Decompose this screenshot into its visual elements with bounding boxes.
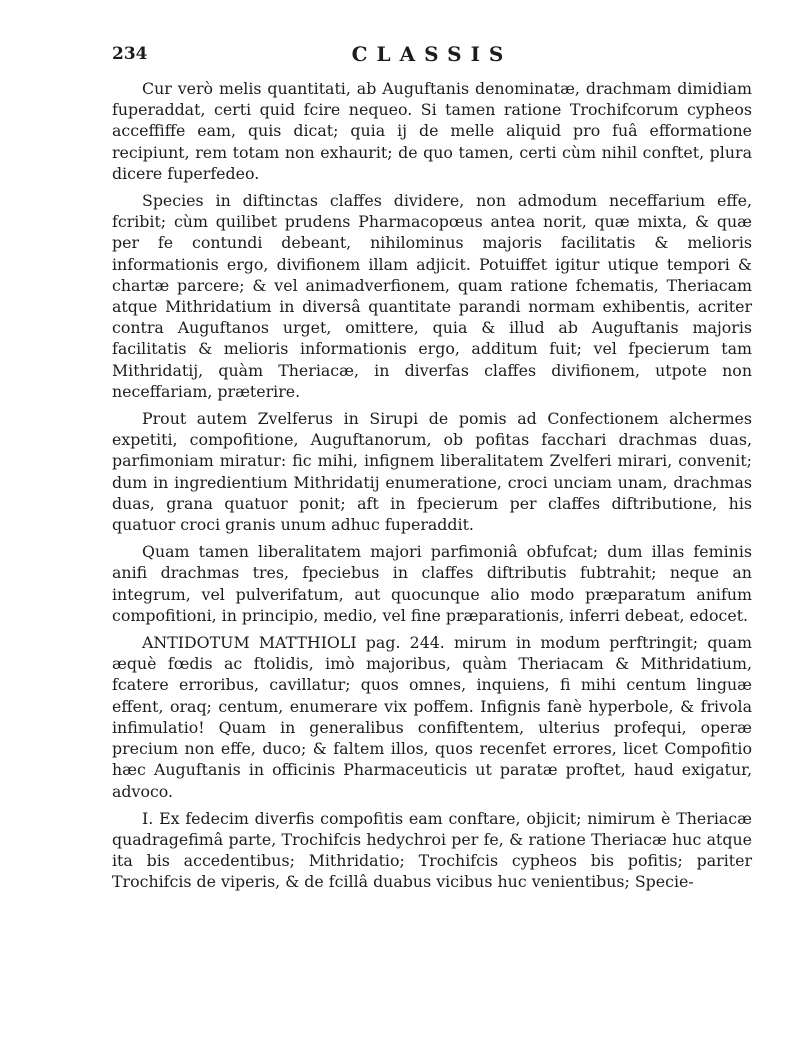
paragraph: Prout autem Zvelferus in Sirupi de pomis ad Confectionem alchermes expetiti, compofitione, Auguftanorum, ob pofitas facchari drachmas duas, parfimoniam miratur: fic mihi, infignem liberalitatem Zvelferi mirari, convenit; dum in ingredientium Mithridatij enumeratione, croci unciam unam, drachmas duas, grana quatuor ponit; aft in fpecierum per claffes diftributione, his quatuor croci granis unum adhuc fuperaddit. xyxy=(112,409,752,535)
paragraph: Cur verò melis quantitati, ab Auguftanis denominatæ, drachmam dimidiam fuperaddat, certi quid fcire nequeo. Si tamen ratione Trochifcorum cypheos acceffiffe eam, quis dicat; quia ij de melle aliquid pro fuâ efformatione recipiunt, rem totam non exhaurit; de quo tamen, certi cùm nihil conftet, plura dicere fuperfedeo. xyxy=(112,79,752,183)
page-number: 234 xyxy=(112,44,148,64)
running-title: CLASSIS xyxy=(351,42,513,66)
paragraph: I. Ex fedecim diverfis compofitis eam conftare, objicit; nimirum è Theriacæ quadragefimâ parte, Trochifcis hedychroi per fe, & ratione Theriacæ huc atque ita bis accedentibus; Mithridatio; Trochifcis cypheos bis pofitis; pariter Trochifcis de viperis, & de fcillâ duabus vicibus huc venientibus; Specie- xyxy=(112,808,752,892)
body-text xyxy=(112,78,752,893)
page-header xyxy=(112,44,752,72)
paragraph: ANTIDOTUM MATTHIOLI pag. 244. mirum in modum perftringit; quam æquè fœdis ac ftolidis, imò majoribus, quàm Theriacam & Mithridatium, fcatere erroribus, cavillatur; quos omnes, inquiens, fi mihi centum linguæ effent, oraq; centum, enumerare vix poffem. Infignis fanè hyperbole, & frivola infimulatio! Quam in generalibus confiftentem, ulterius profequi, operæ precium non effe, duco; & faltem illos, quos recenfet errores, licet Compofitio hæc Auguftanis in officinis Pharmaceuticis ut paratæ proftet, haud exigatur, advoco. xyxy=(112,633,752,801)
paragraph: Species in diftinctas claffes dividere, non admodum neceffarium effe, fcribit; cùm quilibet prudens Pharmacopœus antea norit, quæ mixta, & quæ per fe contundi debeant, nihilominus majoris facilitatis & melioris informationis ergo, divifionem illam adjicit. Potuiffet igitur utique tempori & chartæ parcere; & vel animadverfionem, quam ratione fchematis, Theriacam atque Mithridatium in diversâ quantitate parandi normam exhibentis, acriter contra Auguftanos urget, omittere, quia & illud ab Auguftanis majoris facilitatis & melioris informationis ergo, additum fuit; vel fpecierum tam Mithridatij, quàm Theriacæ, in diverfas claffes divifionem, utpote non neceffariam, præterire. xyxy=(112,191,752,401)
paragraph: Quam tamen liberalitatem majori parfimoniâ obfufcat; dum illas feminis anifi drachmas tres, fpeciebus in claffes diftributis fubtrahit; neque an integrum, vel pulverifatum, aut quocunque alio modo præparatum anifum compofitioni, in principio, medio, vel fine præparationis, inferri debeat, edocet. xyxy=(112,542,752,625)
